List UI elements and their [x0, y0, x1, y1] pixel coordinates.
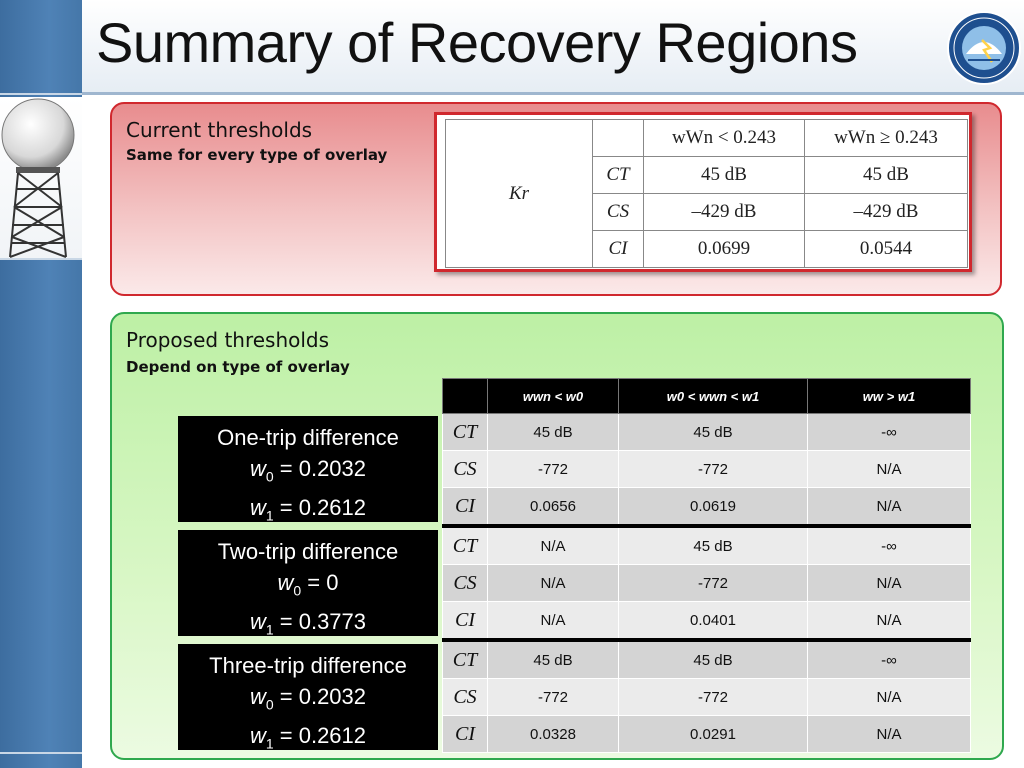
- proposed-thresholds-title: Proposed thresholds: [126, 328, 330, 352]
- symbol-cell: CT: [443, 414, 488, 451]
- table-row: [443, 451, 971, 488]
- value-cell: 45 dB: [619, 640, 808, 679]
- symbol-cell: CI: [443, 488, 488, 527]
- value-cell: -772: [488, 451, 619, 488]
- value-cell: 0.0619: [619, 488, 808, 527]
- symbol-cell: CS: [593, 194, 644, 231]
- sidebar: [0, 0, 82, 768]
- symbol-cell: CS: [443, 565, 488, 602]
- table-corner-cell: [593, 120, 644, 157]
- box-label: One-trip difference: [217, 425, 399, 450]
- table-header-row: [443, 379, 971, 414]
- symbol-cell: CI: [443, 716, 488, 753]
- symbol-cell: CS: [443, 679, 488, 716]
- value-cell: -∞: [808, 526, 971, 565]
- value-cell: 0.0699: [644, 231, 805, 268]
- w1-value: = 0.2612: [273, 495, 367, 521]
- value-cell: 0.0401: [619, 602, 808, 641]
- box-label: Two-trip difference: [217, 539, 399, 564]
- table-row: [443, 565, 971, 602]
- two-trip-box: [178, 530, 438, 636]
- value-cell: -772: [619, 451, 808, 488]
- table-row: [443, 526, 971, 565]
- col-header-1: wwn < w0: [488, 379, 619, 414]
- value-cell: -772: [488, 679, 619, 716]
- value-cell: N/A: [808, 451, 971, 488]
- value-cell: 45 dB: [805, 157, 968, 194]
- value-cell: N/A: [488, 565, 619, 602]
- table-row: [446, 120, 968, 157]
- radar-tower-icon: [0, 97, 82, 259]
- col-header-3: ww > w1: [808, 379, 971, 414]
- three-trip-box: [178, 644, 438, 750]
- value-cell: -∞: [808, 414, 971, 451]
- symbol-cell: CT: [443, 640, 488, 679]
- w0-value: = 0.2032: [273, 456, 367, 481]
- table-row: [443, 716, 971, 753]
- col-header-low: wWn < 0.243: [644, 120, 805, 157]
- w1-line: $w_1 = 0.2612$: [249, 723, 367, 752]
- value-cell: 0.0544: [805, 231, 968, 268]
- value-cell: 0.0328: [488, 716, 619, 753]
- value-cell: 45 dB: [488, 640, 619, 679]
- current-thresholds-table: [445, 119, 968, 268]
- w1-line: $w_1 = 0.3773$: [249, 609, 367, 638]
- value-cell: 45 dB: [644, 157, 805, 194]
- current-thresholds-title: Current thresholds: [126, 118, 313, 142]
- current-thresholds-subtitle: Same for every type of overlay: [126, 146, 388, 164]
- slide-header: [82, 0, 1024, 95]
- nssl-seal-icon: [946, 10, 1022, 86]
- value-cell: 45 dB: [619, 414, 808, 451]
- w0-value: = 0: [301, 570, 339, 595]
- col-header-high: wWn ≥ 0.243: [805, 120, 968, 157]
- value-cell: N/A: [808, 488, 971, 527]
- value-cell: -772: [619, 565, 808, 602]
- symbol-cell: CT: [593, 157, 644, 194]
- table-row: [443, 602, 971, 641]
- w0-line: $w_0 = 0.2032$: [249, 684, 367, 713]
- w0-line: $w_0 = 0.2032$: [249, 456, 367, 485]
- proposed-thresholds-subtitle: Depend on type of overlay: [126, 358, 350, 376]
- current-thresholds-table-image: [434, 112, 972, 272]
- sidebar-divider: [0, 258, 82, 260]
- proposed-thresholds-table: [442, 378, 971, 753]
- page-title: Summary of Recovery Regions: [96, 11, 858, 74]
- table-row: [443, 640, 971, 679]
- col-header-2: w0 < wwn < w1: [619, 379, 808, 414]
- value-cell: 45 dB: [488, 414, 619, 451]
- value-cell: -772: [619, 679, 808, 716]
- w1-value: = 0.3773: [273, 609, 367, 635]
- value-cell: N/A: [488, 526, 619, 565]
- value-cell: –429 dB: [644, 194, 805, 231]
- value-cell: N/A: [808, 716, 971, 753]
- value-cell: 0.0656: [488, 488, 619, 527]
- one-trip-box: [178, 416, 438, 522]
- value-cell: -∞: [808, 640, 971, 679]
- value-cell: N/A: [808, 565, 971, 602]
- sidebar-divider: [0, 752, 82, 754]
- symbol-cell: CI: [593, 231, 644, 268]
- value-cell: 0.0291: [619, 716, 808, 753]
- value-cell: N/A: [808, 602, 971, 641]
- table-corner-cell: [443, 379, 488, 414]
- w1-line: $w_1 = 0.2612$: [249, 495, 367, 524]
- symbol-cell: CT: [443, 526, 488, 565]
- w0-line: $w_0 = 0$: [277, 570, 339, 599]
- value-cell: 45 dB: [619, 526, 808, 565]
- w1-value: = 0.2612: [273, 723, 367, 749]
- value-cell: N/A: [808, 679, 971, 716]
- table-row: [443, 679, 971, 716]
- table-row: [443, 414, 971, 451]
- value-cell: –429 dB: [805, 194, 968, 231]
- value-cell: N/A: [488, 602, 619, 641]
- table-row: [443, 488, 971, 527]
- box-label: Three-trip difference: [209, 653, 407, 678]
- sidebar-divider: [0, 93, 82, 95]
- kr-row-label: Kr: [446, 120, 593, 268]
- symbol-cell: CS: [443, 451, 488, 488]
- symbol-cell: CI: [443, 602, 488, 641]
- w0-value: = 0.2032: [273, 684, 367, 709]
